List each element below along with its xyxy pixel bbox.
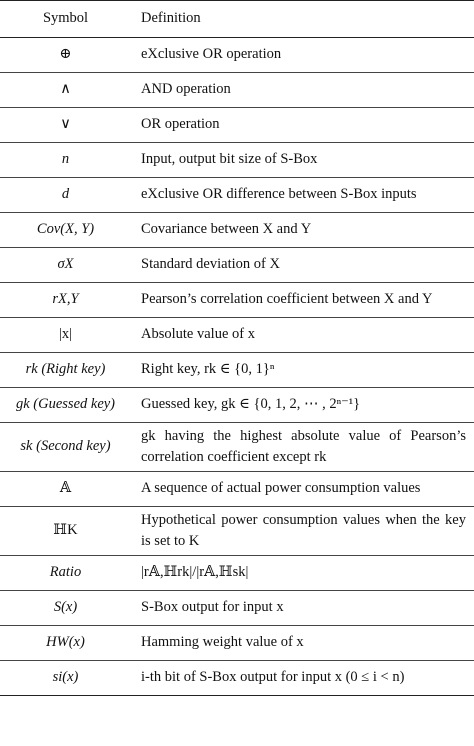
symbol-cell: σX — [0, 248, 131, 283]
table-row — [0, 388, 474, 423]
symbol-cell: S(x) — [0, 591, 131, 626]
definition-cell: Hamming weight value of x — [131, 626, 474, 661]
definition-cell: S-Box output for input x — [131, 591, 474, 626]
definition-cell: |r𝔸,ℍrk|/|r𝔸,ℍsk| — [131, 556, 474, 591]
definition-cell: AND operation — [131, 73, 474, 108]
symbol-cell: HW(x) — [0, 626, 131, 661]
table-row — [0, 353, 474, 388]
symbol-cell: ∨ — [0, 108, 131, 143]
header-row — [0, 1, 474, 38]
table-row — [0, 472, 474, 507]
table-row — [0, 318, 474, 353]
definition-cell: Standard deviation of X — [131, 248, 474, 283]
symbol-cell: ⊕ — [59, 46, 72, 63]
symbol-cell: d — [0, 178, 131, 213]
symbol-cell: sk (Second key) — [0, 423, 131, 472]
table-row — [0, 507, 474, 556]
definition-cell: eXclusive OR difference between S-Box inputs — [131, 178, 474, 213]
definition-cell: Covariance between X and Y — [131, 213, 474, 248]
definition-cell: Right key, rk ∈ {0, 1}ⁿ — [131, 353, 474, 388]
symbol-cell: |x| — [0, 318, 131, 353]
table-row — [0, 143, 474, 178]
symbol-column-header: Symbol — [0, 1, 131, 38]
table-row — [0, 38, 474, 73]
definition-cell: Pearson’s correlation coefficient between X and Y — [131, 283, 474, 318]
table-row — [0, 626, 474, 661]
table-row — [0, 556, 474, 591]
table-body — [0, 38, 474, 696]
table-row — [0, 73, 474, 108]
table-row — [0, 591, 474, 626]
table-row — [0, 108, 474, 143]
definition-cell: Guessed key, gk ∈ {0, 1, 2, ⋯ , 2ⁿ⁻¹} — [131, 388, 474, 423]
symbol-cell: si(x) — [0, 661, 131, 696]
symbol-cell: 𝔸 — [0, 472, 131, 507]
symbol-cell: rX,Y — [0, 283, 131, 318]
definition-cell: Absolute value of x — [131, 318, 474, 353]
definition-column-header: Definition — [131, 1, 474, 38]
symbol-cell: rk (Right key) — [0, 353, 131, 388]
table-row — [0, 661, 474, 696]
table-header — [0, 1, 474, 38]
symbol-cell: ℍK — [0, 507, 131, 556]
symbol-cell: n — [0, 143, 131, 178]
symbol-cell: ∧ — [0, 73, 131, 108]
table-row — [0, 213, 474, 248]
symbol-cell: gk (Guessed key) — [0, 388, 131, 423]
table-row — [0, 248, 474, 283]
table-row — [0, 283, 474, 318]
definition-cell: gk having the highest absolute value of Pearson’s correlation coefficient except rk — [131, 423, 474, 472]
definition-cell: Input, output bit size of S-Box — [131, 143, 474, 178]
definition-cell: i-th bit of S-Box output for input x (0 ≤ i < n) — [131, 661, 474, 696]
definition-cell: OR operation — [131, 108, 474, 143]
symbol-cell: Cov(X, Y) — [0, 213, 131, 248]
definition-cell: A sequence of actual power consumption values — [131, 472, 474, 507]
definition-cell: Hypothetical power consumption values when the key is set to K — [131, 507, 474, 556]
symbol-cell: Ratio — [0, 556, 131, 591]
definition-cell: eXclusive OR operation — [141, 46, 282, 63]
table-row — [0, 423, 474, 472]
table-row — [0, 178, 474, 213]
